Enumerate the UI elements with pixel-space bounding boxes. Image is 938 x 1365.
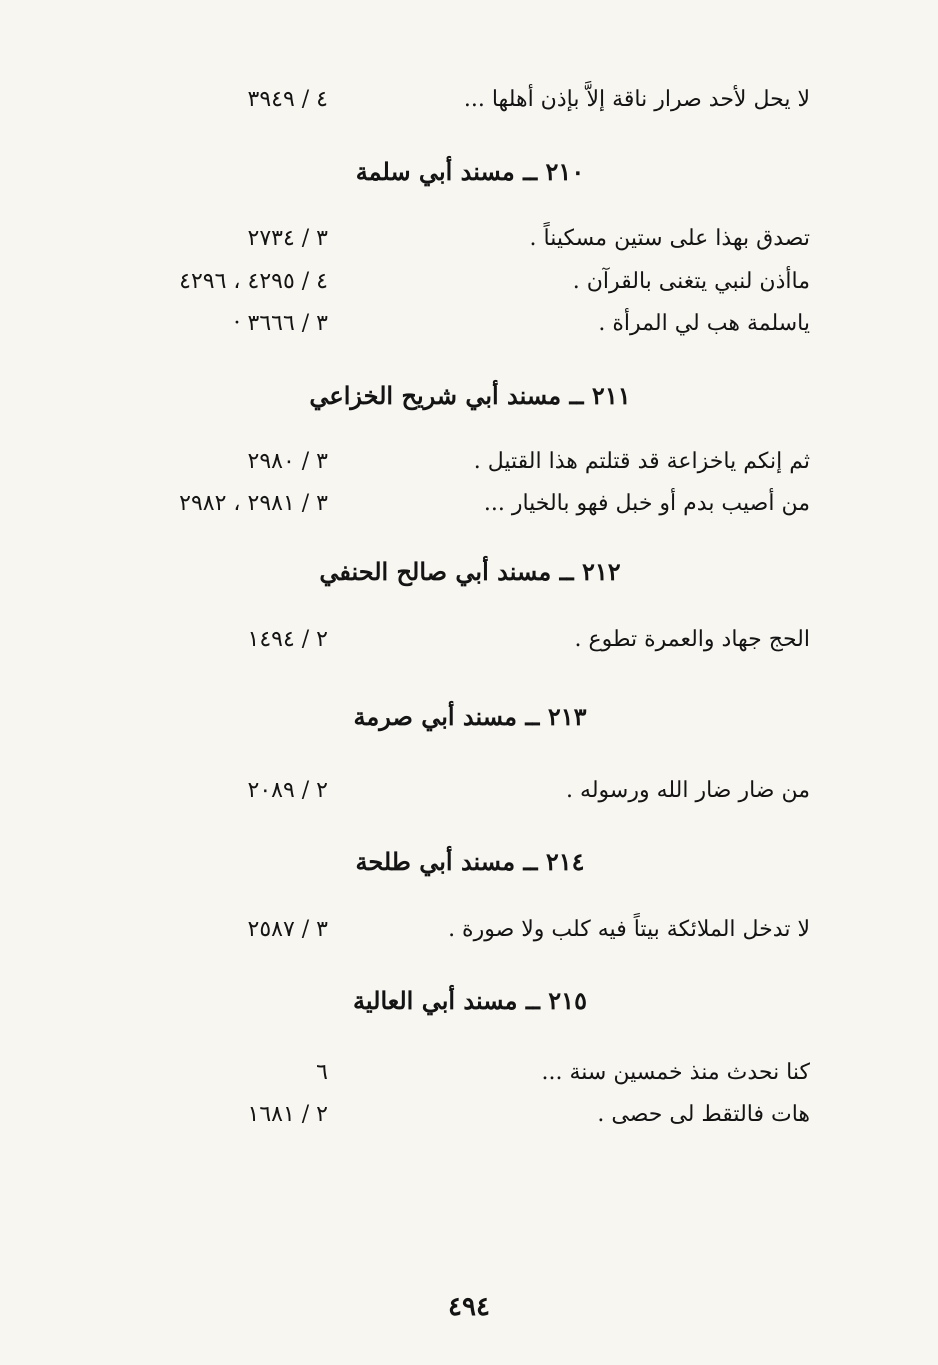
entry-text: ماأذن لنبي يتغنى بالقرآن . [572,269,810,294]
entry-text: ياسلمة هب لي المرأة . [598,311,810,336]
entry-reference: ٤ / ٣٩٤٩ [247,87,328,112]
entry-text: كنا نحدث منذ خمسين سنة ... [541,1060,810,1085]
entry-reference: ٦ [316,1060,328,1085]
entry-reference: ٣ / ٢٩٨٠ [247,449,328,474]
entry-text: من ضار ضار الله ورسوله . [566,778,810,803]
entry-text: لا يحل لأحد صرار ناقة إلاَّ بإذن أهلها ... [463,87,810,112]
section-heading: ٢١٢ ــ مسند أبي صالح الحنفي [319,557,621,586]
entry-text: الحج جهاد والعمرة تطوع . [574,627,810,652]
entry-reference: ٢ / ١٤٩٤ [247,627,328,652]
entry-text: هات فالتقط لى حصى . [597,1102,810,1127]
page-number: ٤٩٤ [448,1292,490,1322]
entry-reference: ٢ / ٢٠٨٩ [247,778,328,803]
entry-reference: ٣ / ٣٦٦٦ · [233,311,328,336]
section-heading: ٢١٤ ــ مسند أبي طلحة [355,847,585,876]
entry-reference: ٣ / ٢٧٣٤ [247,226,328,251]
entry-text: تصدق بهذا على ستين مسكيناً . [529,226,810,251]
section-heading: ٢١١ ــ مسند أبي شريح الخزاعي [309,381,631,410]
entry-reference: ٢ / ١٦٨١ [247,1102,328,1127]
entry-text: من أصيب بدم أو خبل فهو بالخيار ... [483,491,810,516]
section-heading: ٢١٠ ــ مسند أبي سلمة [355,157,585,186]
entry-text: لا تدخل الملائكة بيتاً فيه كلب ولا صورة . [448,917,810,942]
entry-reference: ٣ / ٢٥٨٧ [247,917,328,942]
entry-reference: ٤ / ٤٢٩٥ ، ٤٢٩٦ [179,269,328,294]
entry-text: ثم إنكم ياخزاعة قد قتلتم هذا القتيل . [473,449,810,474]
entry-reference: ٣ / ٢٩٨١ ، ٢٩٨٢ [179,491,328,516]
section-heading: ٢١٥ ــ مسند أبي العالية [353,986,587,1015]
section-heading: ٢١٣ ــ مسند أبي صرمة [353,702,587,731]
